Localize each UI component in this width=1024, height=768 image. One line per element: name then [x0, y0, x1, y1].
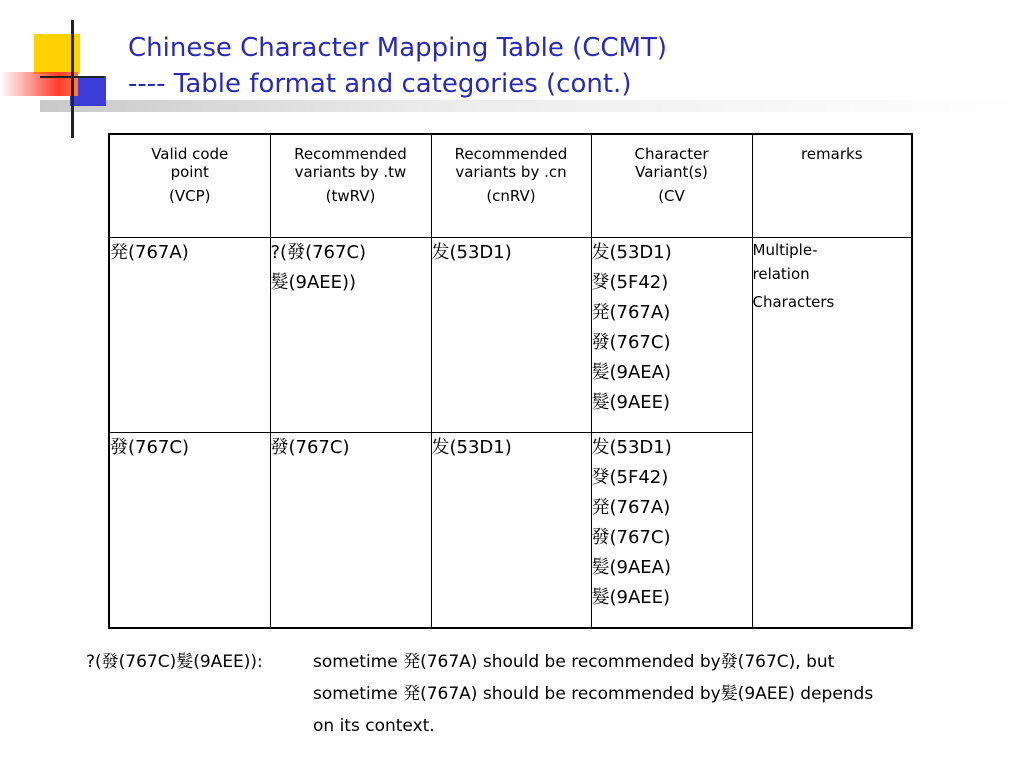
header-cv	[591, 134, 752, 238]
header-cv-line: Variant(s)	[635, 163, 708, 181]
twrv-line: 發(767C)	[270, 437, 350, 458]
header-vcp	[109, 134, 270, 238]
header-vcp-line: (VCP)	[169, 187, 211, 205]
header-cnrv-line: Recommended	[454, 145, 568, 163]
cell-cnrv: 发(53D1)	[431, 433, 591, 629]
footnote-line: on its context.	[313, 716, 435, 736]
ccmt-table	[108, 133, 913, 629]
header-cnrv-line: variants by .cn	[455, 163, 567, 181]
header-cv-line: Character	[634, 145, 709, 163]
slide-title	[128, 30, 667, 102]
cv-item: 发(53D1)	[591, 437, 672, 458]
footnote-prefix: ?(發(767C)髮(9AEE)):	[86, 652, 263, 672]
decorative-vertical-line	[71, 20, 74, 138]
cell-cv	[591, 433, 752, 629]
cv-item: 癹(5F42)	[591, 272, 669, 293]
cv-item: 髮(9AEE)	[591, 587, 671, 608]
cell-vcp: 發(767C)	[109, 433, 270, 629]
footnote-line: sometime 発(767A) should be recommended by髮(9AEE) depends	[313, 684, 874, 704]
cv-item: 発(767A)	[591, 497, 671, 518]
cell-cnrv: 发(53D1)	[431, 238, 591, 433]
cv-item: 发(53D1)	[591, 242, 672, 263]
cv-item: 髪(9AEA)	[591, 557, 671, 578]
header-vcp-line: Valid code	[151, 145, 229, 163]
remarks-line: Multiple-	[752, 241, 818, 259]
title-line-2: ---- Table format and categories (cont.)	[128, 69, 632, 99]
header-vcp-line: point	[170, 163, 209, 181]
cell-vcp: 発(767A)	[109, 238, 270, 433]
cv-item: 發(767C)	[591, 332, 671, 353]
twrv-line: ?(發(767C)	[270, 242, 367, 263]
header-cnrv	[431, 134, 591, 238]
footnote-body	[313, 646, 1013, 742]
cell-cv	[591, 238, 752, 433]
header-twrv-line: (twRV)	[325, 187, 376, 205]
cell-twrv	[270, 238, 431, 433]
cell-twrv	[270, 433, 431, 629]
header-remarks: remarks	[752, 134, 912, 238]
header-twrv-line: Recommended	[294, 145, 407, 163]
cv-item: 髪(9AEA)	[591, 362, 671, 383]
decorative-horizontal-line	[40, 76, 104, 78]
table-row	[109, 238, 912, 433]
header-cnrv-line: (cnRV)	[486, 187, 536, 205]
cv-item: 髮(9AEE)	[591, 392, 671, 413]
cv-item: 発(767A)	[591, 302, 671, 323]
table-header-row	[109, 134, 912, 238]
header-twrv	[270, 134, 431, 238]
twrv-line: 髮(9AEE))	[270, 272, 357, 293]
remarks-line: relation	[752, 265, 810, 283]
remarks-line: Characters	[752, 293, 835, 311]
cv-item: 發(767C)	[591, 527, 671, 548]
footnote-line: sometime 発(767A) should be recommended by發(767C), but	[313, 652, 835, 672]
header-twrv-line: variants by .tw	[294, 163, 407, 181]
cv-item: 癹(5F42)	[591, 467, 669, 488]
header-cv-line: (CV	[658, 187, 685, 205]
cell-remarks	[752, 238, 912, 629]
title-line-1: Chinese Character Mapping Table (CCMT)	[128, 33, 668, 63]
